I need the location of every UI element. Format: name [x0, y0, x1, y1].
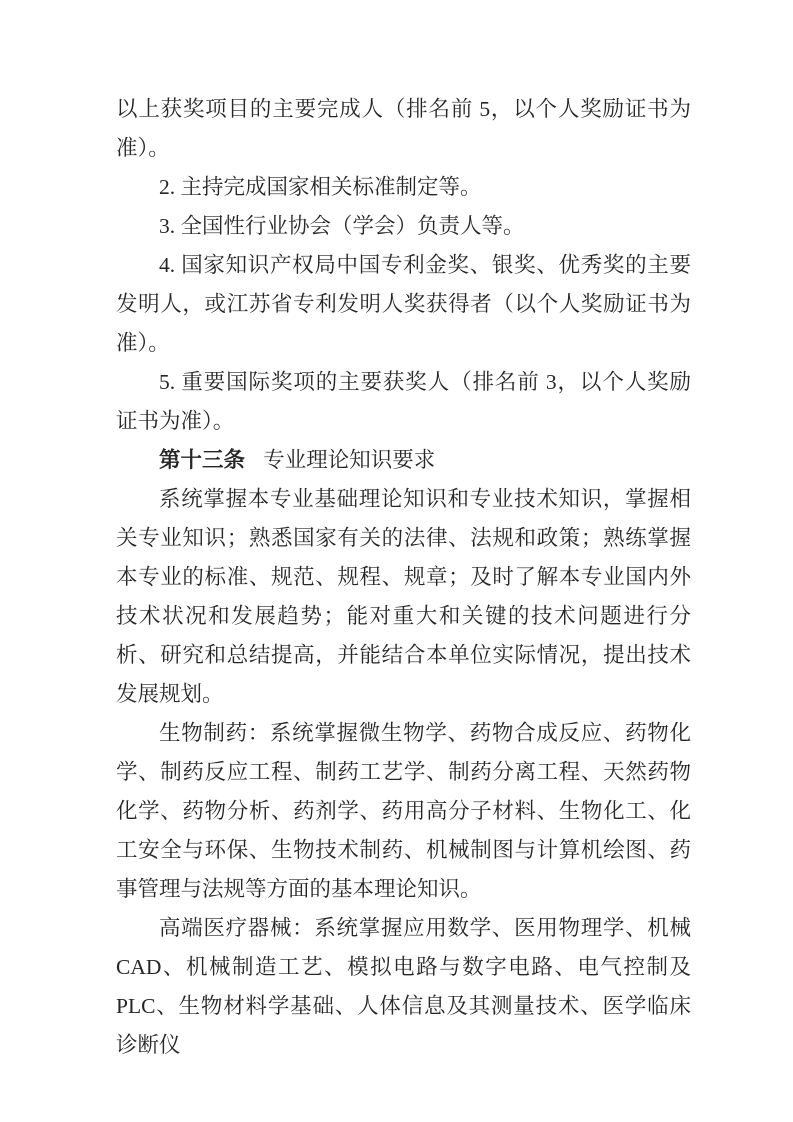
- para-theory-knowledge-requirements: 系统掌握本专业基础理论知识和专业技术知识，掌握相关专业知识；熟悉国家有关的法律、法规和政策；熟练掌握本专业的标准、规范、规程、规章；及时了解本专业国内外技术状况和发展趋势；能对重大和关键的技术问题进行分析、研究和总结提高，并能结合本单位实际情况，提出技术发展规划。: [116, 487, 691, 706]
- article-13-heading: [116, 441, 691, 480]
- para-list-item-2: 2. 主持完成国家相关标准制定等。: [159, 175, 482, 199]
- para-list-item-3: 3. 全国性行业协会（学会）负责人等。: [159, 214, 525, 238]
- para-biopharma-knowledge: 生物制药：系统掌握微生物学、药物合成反应、药物化学、制药反应工程、制药工艺学、制药分离工程、天然药物化学、药物分析、药剂学、药用高分子材料、生物化工、化工安全与环保、生物技术制药、机械制图与计算机绘图、药事管理与法规等方面的基本理论知识。: [116, 721, 691, 901]
- article-number: 第十三条: [159, 448, 246, 472]
- article-title: 专业理论知识要求: [263, 448, 436, 472]
- para-list-item-4: 4. 国家知识产权局中国专利金奖、银奖、优秀奖的主要发明人，或江苏省专利发明人奖获得者（以个人奖励证书为准）。: [116, 253, 691, 355]
- para-medical-devices-knowledge: 高端医疗器械：系统掌握应用数学、医用物理学、机械CAD、机械制造工艺、模拟电路与数字电路、电气控制及 PLC、生物材料学基础、人体信息及其测量技术、医学临床诊断仪: [116, 916, 691, 1057]
- para-award-winners-continued: 以上获奖项目的主要完成人（排名前 5，以个人奖励证书为准）。: [116, 97, 691, 160]
- para-list-item-5: 5. 重要国际奖项的主要获奖人（排名前 3，以个人奖励证书为准）。: [116, 370, 691, 433]
